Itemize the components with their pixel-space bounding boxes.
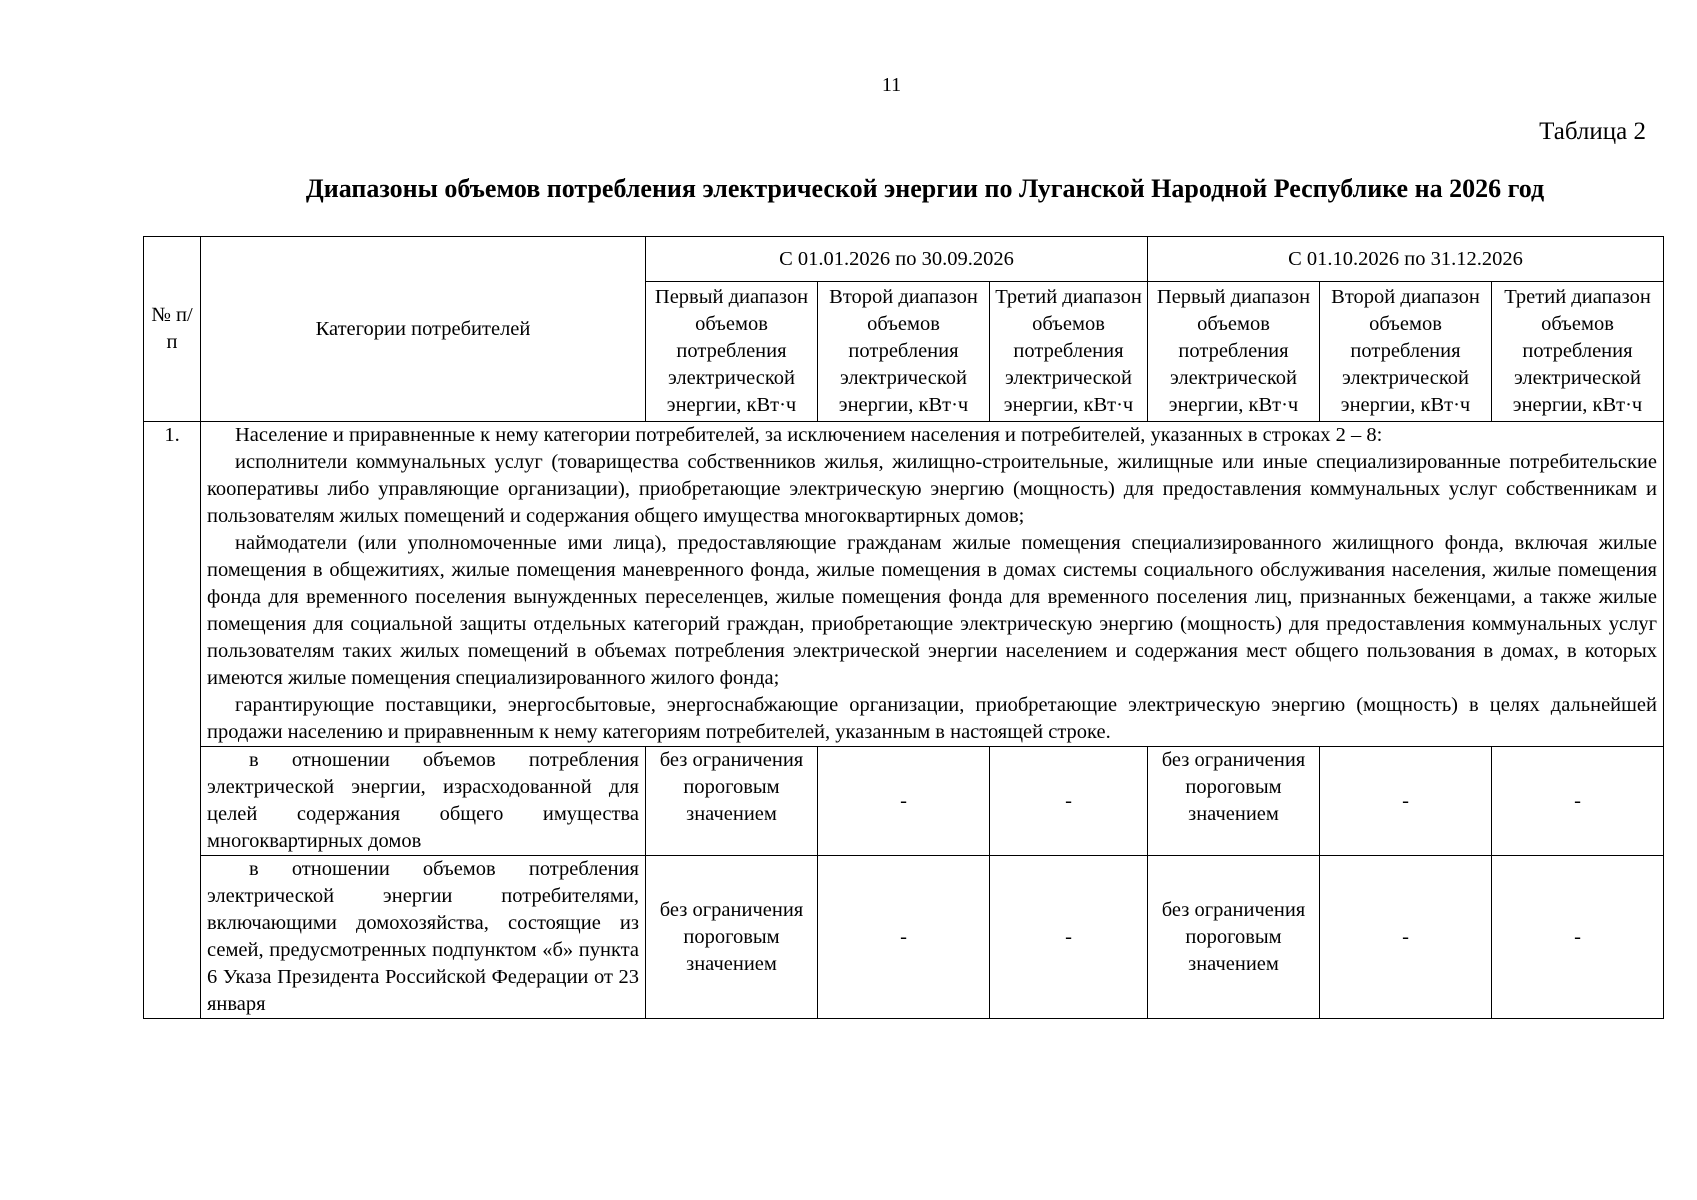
cell-value: - <box>1320 856 1492 1019</box>
header-p1-range-2: Второй диапазон объемов потребления электрической энергии, кВт·ч <box>818 282 990 422</box>
table-sub-row <box>144 747 1664 856</box>
cell-value: - <box>990 747 1148 856</box>
cell-value: - <box>818 747 990 856</box>
cell-value: без ограничения пороговым значением <box>1148 856 1320 1019</box>
table-label: Таблица 2 <box>1539 118 1646 145</box>
cell-value: без ограничения пороговым значением <box>1148 747 1320 856</box>
cell-value: без ограничения пороговым значением <box>646 856 818 1019</box>
row-paragraph: исполнители коммунальных услуг (товарищества собственников жилья, жилищно-строительные, жилищные или иные специализированные потребительские кооперативы либо управляющие организации), приобретающие электрическую энергию (мощность) для предоставления коммунальных услуг собственникам и пользователям жилых помещений и содержания общего имущества многоквартирных домов; <box>207 451 1657 527</box>
row-description <box>201 422 1664 747</box>
header-category: Категории потребителей <box>201 237 646 422</box>
header-p2-range-2: Второй диапазон объемов потребления электрической энергии, кВт·ч <box>1320 282 1492 422</box>
document-title: Диапазоны объемов потребления электрической энергии по Луганской Народной Республике на 2026 год <box>305 174 1545 203</box>
header-period-2: С 01.10.2026 по 31.12.2026 <box>1148 237 1664 282</box>
cell-value: - <box>818 856 990 1019</box>
page-number: 11 <box>881 74 902 96</box>
consumption-ranges-table <box>143 236 1664 1019</box>
row-number: 1. <box>144 422 201 1019</box>
sub-row-category: в отношении объемов потребления электрической энергии потребителями, включающими домохозяйства, состоящие из семей, предусмотренных подпунктом «б» пункта 6 Указа Президента Российской Федерации от 23 января <box>201 856 646 1019</box>
cell-value: - <box>1492 856 1664 1019</box>
cell-value: - <box>1320 747 1492 856</box>
cell-value: - <box>1492 747 1664 856</box>
row-paragraph: Население и приравненные к нему категории потребителей, за исключением населения и потребителей, указанных в строках 2 – 8: <box>235 424 1383 446</box>
table-row <box>144 422 1664 747</box>
header-row-periods <box>144 237 1664 282</box>
header-num: № п/п <box>144 237 201 422</box>
header-p2-range-3: Третий диапазон объемов потребления электрической энергии, кВт·ч <box>1492 282 1664 422</box>
sub-row-category: в отношении объемов потребления электрической энергии, израсходованной для целей содержания общего имущества многоквартирных домов <box>201 747 646 856</box>
table-sub-row <box>144 856 1664 1019</box>
row-paragraph: гарантирующие поставщики, энергосбытовые, энергоснабжающие организации, приобретающие электрическую энергию (мощность) в целях дальнейшей продажи населению и приравненным к нему категориям потребителей, указанным в настоящей строке. <box>207 694 1657 743</box>
header-p2-range-1: Первый диапазон объемов потребления электрической энергии, кВт·ч <box>1148 282 1320 422</box>
header-period-1: С 01.01.2026 по 30.09.2026 <box>646 237 1148 282</box>
header-p1-range-3: Третий диапазон объемов потребления электрической энергии, кВт·ч <box>990 282 1148 422</box>
header-p1-range-1: Первый диапазон объемов потребления электрической энергии, кВт·ч <box>646 282 818 422</box>
row-paragraph: наймодатели (или уполномоченные ими лица), предоставляющие гражданам жилые помещения специализированного жилищного фонда, включая жилые помещения в общежитиях, жилые помещения маневренного фонда, жилые помещения в домах системы социального обслуживания населения, жилые помещения фонда для временного поселения вынужденных переселенцев, жилые помещения фонда для временного поселения лиц, признанных беженцами, а также жилые помещения для социальной защиты отдельных категорий граждан, приобретающие электрическую энергию (мощность) для предоставления коммунальных услуг пользователям таких жилых помещений в объемах потребления электрической энергии населением и содержания мест общего пользования в домах, в которых имеются жилые помещения специализированного жилого фонда; <box>207 532 1657 689</box>
cell-value: без ограничения пороговым значением <box>646 747 818 856</box>
cell-value: - <box>990 856 1148 1019</box>
